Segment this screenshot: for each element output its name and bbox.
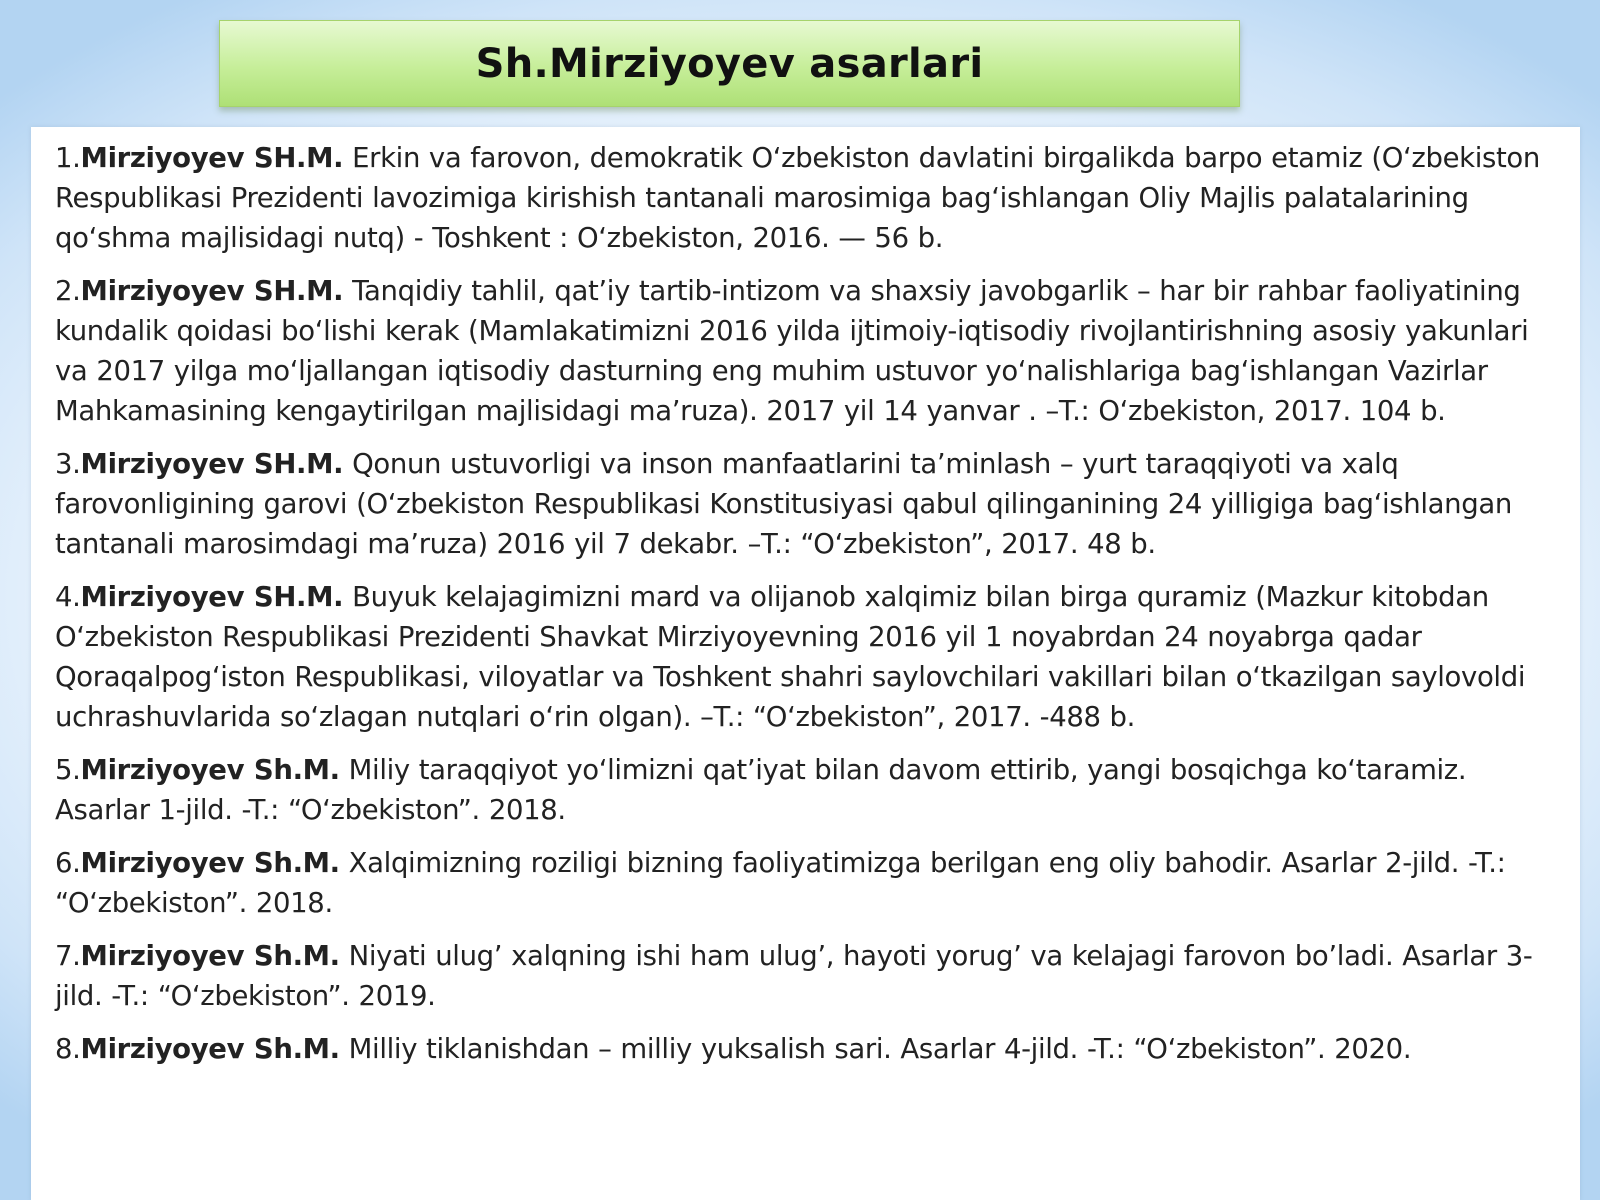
- reference-list: [31, 127, 1580, 1069]
- reference-item: [55, 577, 1540, 737]
- reference-author: Mirziyoyev Sh.M.: [80, 847, 340, 879]
- reference-item: [55, 1029, 1540, 1069]
- reference-item: [55, 444, 1540, 564]
- reference-text: Tanqidiy tahlil, qat’iy tartib-intizom va shaxsiy javobgarlik – har bir rahbar faoliyatining kundalik qoidasi bo‘lishi kerak (Mamlakatimizni 2016 yilda ijtimoiy-iqtisodiy rivojlantirishning asosiy yakunlari va 2017 yilga mo‘ljallangan iqtisodiy dasturning eng muhim ustuvor yo‘nalishlariga bag‘ishlangan Vazirlar Mahkamasining kengaytirilgan majlisidagi ma’ruza). 2017 yil 14 yanvar . –T.: O‘zbekiston, 2017. 104 b.: [55, 275, 1529, 427]
- reference-text: Qonun ustuvorligi va inson manfaatlarini ta’minlash – yurt taraqqiyoti va xalq farovonligining garovi (O‘zbekiston Respublikasi Konstitusiyasi qabul qilinganining 24 yilligiga bag‘ishlangan tantanali marosimdagi ma’ruza) 2016 yil 7 dekabr. –T.: “O‘zbekiston”, 2017. 48 b.: [55, 448, 1512, 560]
- reference-number: 2.: [55, 275, 81, 307]
- references-panel: [31, 127, 1580, 1200]
- reference-text: Erkin va farovon, demokratik O‘zbekiston davlatini birgalikda barpo etamiz (O‘zbekiston Respublikasi Prezidenti lavozimiga kirishish tantanali marosimiga bag‘ishlangan Oliy Majlis palatalarining qo‘shma majlisidagi nutq) - Toshkent : O‘zbekiston, 2016. — 56 b.: [55, 142, 1540, 254]
- reference-author: Mirziyoyev Sh.M.: [80, 754, 340, 786]
- reference-text: Buyuk kelajagimizni mard va olijanob xalqimiz bilan birga quramiz (Mazkur kitobdan O‘zbekiston Respublikasi Prezidenti Shavkat Mirziyoyevning 2016 yil 1 noyabrdan 24 noyabrga qadar Qoraqalpog‘iston Respublikasi, viloyatlar va Toshkent shahri saylovchilari vakillari bilan o‘tkazilgan saylovoldi uchrashuvlarida so‘zlagan nutqlari o‘rin olgan). –T.: “O‘zbekiston”, 2017. -488 b.: [55, 581, 1526, 733]
- slide-title: Sh.Mirziyoyev asarlari: [475, 40, 984, 87]
- reference-number: 6.: [55, 847, 81, 879]
- reference-text: Milliy tiklanishdan – milliy yuksalish sari. Asarlar 4-jild. -T.: “O‘zbekiston”. 2020.: [339, 1033, 1412, 1065]
- reference-number: 8.: [55, 1033, 81, 1065]
- reference-item: [55, 750, 1540, 830]
- reference-text: Miliy taraqqiyot yo‘limizni qat’iyat bilan davom ettirib, yangi bosqichga ko‘taramiz. Asarlar 1-jild. -T.: “O‘zbekiston”. 2018.: [55, 754, 1467, 826]
- reference-text: Niyati ulug’ xalqning ishi ham ulug’, hayoti yorug’ va kelajagi farovon bo’ladi. Asarlar 3-jild. -T.: “O‘zbekiston”. 2019.: [55, 940, 1533, 1012]
- reference-number: 5.: [55, 754, 81, 786]
- reference-author: Mirziyoyev SH.M.: [80, 275, 344, 307]
- reference-author: Mirziyoyev Sh.M.: [80, 940, 340, 972]
- reference-author: Mirziyoyev SH.M.: [80, 581, 344, 613]
- reference-item: [55, 936, 1540, 1016]
- reference-author: Mirziyoyev SH.M.: [80, 142, 344, 174]
- reference-item: [55, 138, 1540, 258]
- reference-author: Mirziyoyev Sh.M.: [80, 1033, 340, 1065]
- reference-author: Mirziyoyev SH.M.: [80, 448, 344, 480]
- reference-number: 7.: [55, 940, 81, 972]
- reference-number: 4.: [55, 581, 81, 613]
- slide-title-banner: [219, 20, 1240, 107]
- reference-item: [55, 843, 1540, 923]
- reference-number: 3.: [55, 448, 81, 480]
- reference-number: 1.: [55, 142, 81, 174]
- reference-text: Xalqimizning roziligi bizning faoliyatimizga berilgan eng oliy bahodir. Asarlar 2-jild. -T.: “O‘zbekiston”. 2018.: [55, 847, 1506, 919]
- reference-item: [55, 271, 1540, 431]
